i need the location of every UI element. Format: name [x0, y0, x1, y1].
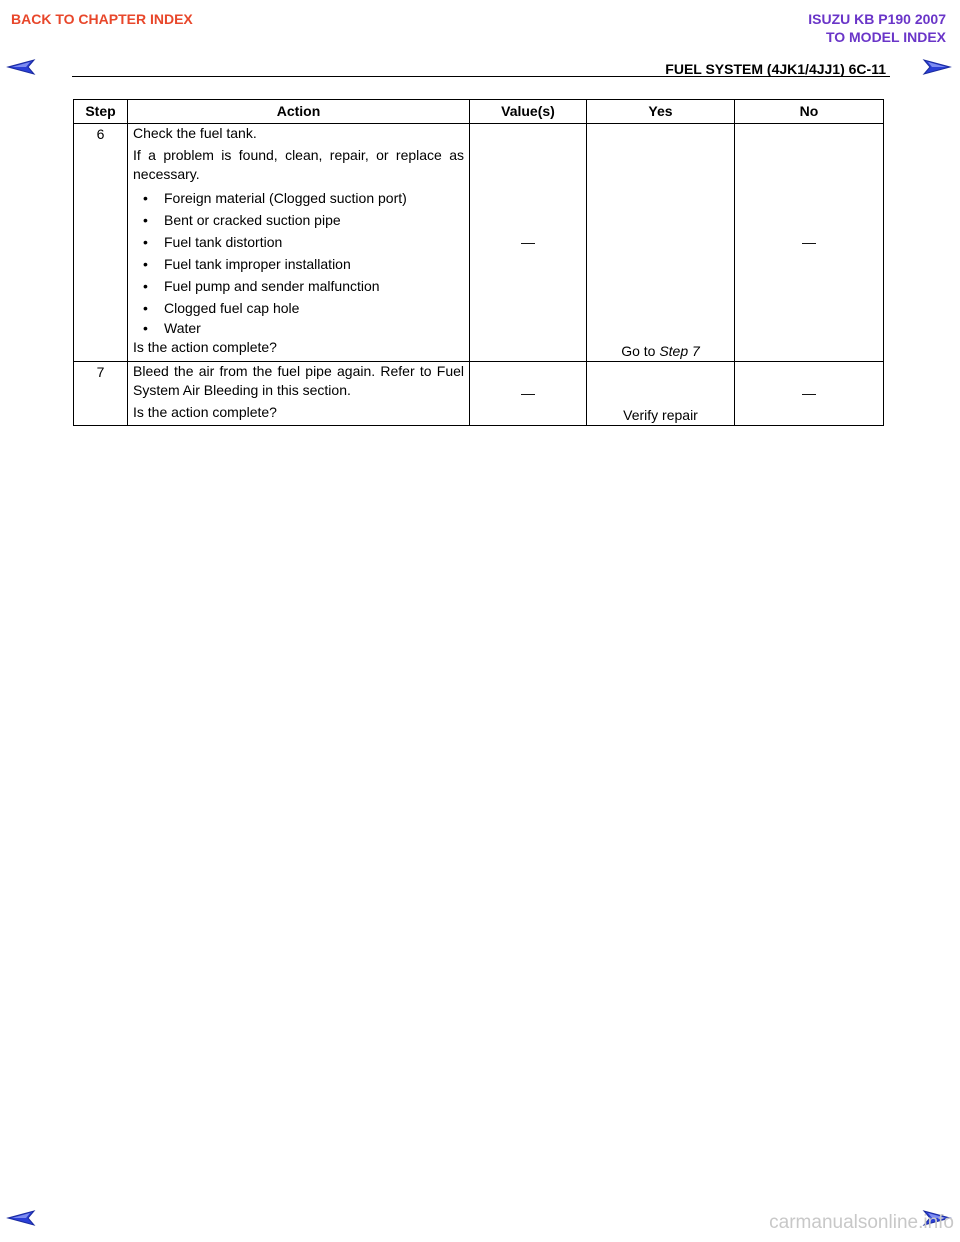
no-dash: —	[802, 385, 816, 401]
right-arrow-icon[interactable]	[922, 58, 952, 76]
left-arrow-icon[interactable]	[6, 1209, 36, 1227]
diagnostic-table	[73, 99, 884, 426]
inspection-list	[133, 187, 464, 338]
list-item	[133, 209, 464, 231]
value-dash: —	[521, 385, 535, 401]
left-arrow-icon[interactable]	[6, 58, 36, 76]
back-to-chapter-index-link[interactable]: BACK TO CHAPTER INDEX	[11, 11, 193, 27]
yes-cell	[587, 362, 735, 426]
table-header-row	[74, 100, 884, 124]
column-header-action: Action	[128, 100, 470, 124]
list-item	[133, 319, 464, 338]
no-cell	[735, 124, 884, 362]
section-title: FUEL SYSTEM (4JK1/4JJ1) 6C-11	[665, 61, 886, 77]
step-number: 6	[74, 124, 128, 362]
no-cell	[735, 362, 884, 426]
column-header-yes: Yes	[587, 100, 735, 124]
watermark: carmanualsonline.info	[769, 1212, 954, 1233]
list-item-text: Bent or cracked suction pipe	[164, 212, 341, 228]
table-row	[74, 124, 884, 362]
bullet-icon: •	[143, 212, 148, 228]
step-7-link[interactable]: Step 7	[659, 343, 700, 359]
bullet-icon: •	[143, 234, 148, 250]
action-intro: Check the fuel tank.	[133, 125, 257, 141]
model-title-link[interactable]: ISUZU KB P190 2007	[808, 11, 946, 27]
list-item-text: Water	[164, 320, 201, 336]
list-item-text: Fuel tank distortion	[164, 234, 283, 250]
list-item	[133, 253, 464, 275]
bullet-icon: •	[143, 278, 148, 294]
yes-cell	[587, 124, 735, 362]
bullet-icon: •	[143, 256, 148, 272]
bullet-icon: •	[143, 300, 148, 316]
column-header-step: Step	[74, 100, 128, 124]
action-cell	[128, 124, 470, 362]
value-cell	[470, 124, 587, 362]
action-detail: Bleed the air from the fuel pipe again. Refer to Fuel System Air Bleeding in this section.	[133, 363, 464, 398]
list-item	[133, 187, 464, 209]
value-dash: —	[521, 234, 535, 250]
no-dash: —	[802, 234, 816, 250]
list-item	[133, 275, 464, 297]
action-question: Is the action complete?	[133, 339, 277, 355]
bullet-icon: •	[143, 190, 148, 206]
step-number: 7	[74, 362, 128, 426]
bullet-icon: •	[143, 320, 148, 336]
list-item	[133, 231, 464, 253]
column-header-no: No	[735, 100, 884, 124]
list-item-text: Fuel pump and sender malfunction	[164, 278, 380, 294]
to-model-index-link[interactable]: TO MODEL INDEX	[825, 29, 946, 45]
action-cell	[128, 362, 470, 426]
column-header-values: Value(s)	[470, 100, 587, 124]
table-row	[74, 362, 884, 426]
value-cell	[470, 362, 587, 426]
header-divider	[72, 76, 890, 77]
yes-text: Verify repair	[623, 407, 698, 423]
action-question: Is the action complete?	[133, 404, 277, 420]
yes-prefix: Go to	[621, 343, 660, 359]
action-detail: If a problem is found, clean, repair, or replace as necessary.	[133, 147, 464, 182]
list-item	[133, 297, 464, 319]
list-item-text: Foreign material (Clogged suction port)	[164, 190, 407, 206]
list-item-text: Fuel tank improper installation	[164, 256, 351, 272]
list-item-text: Clogged fuel cap hole	[164, 300, 300, 316]
